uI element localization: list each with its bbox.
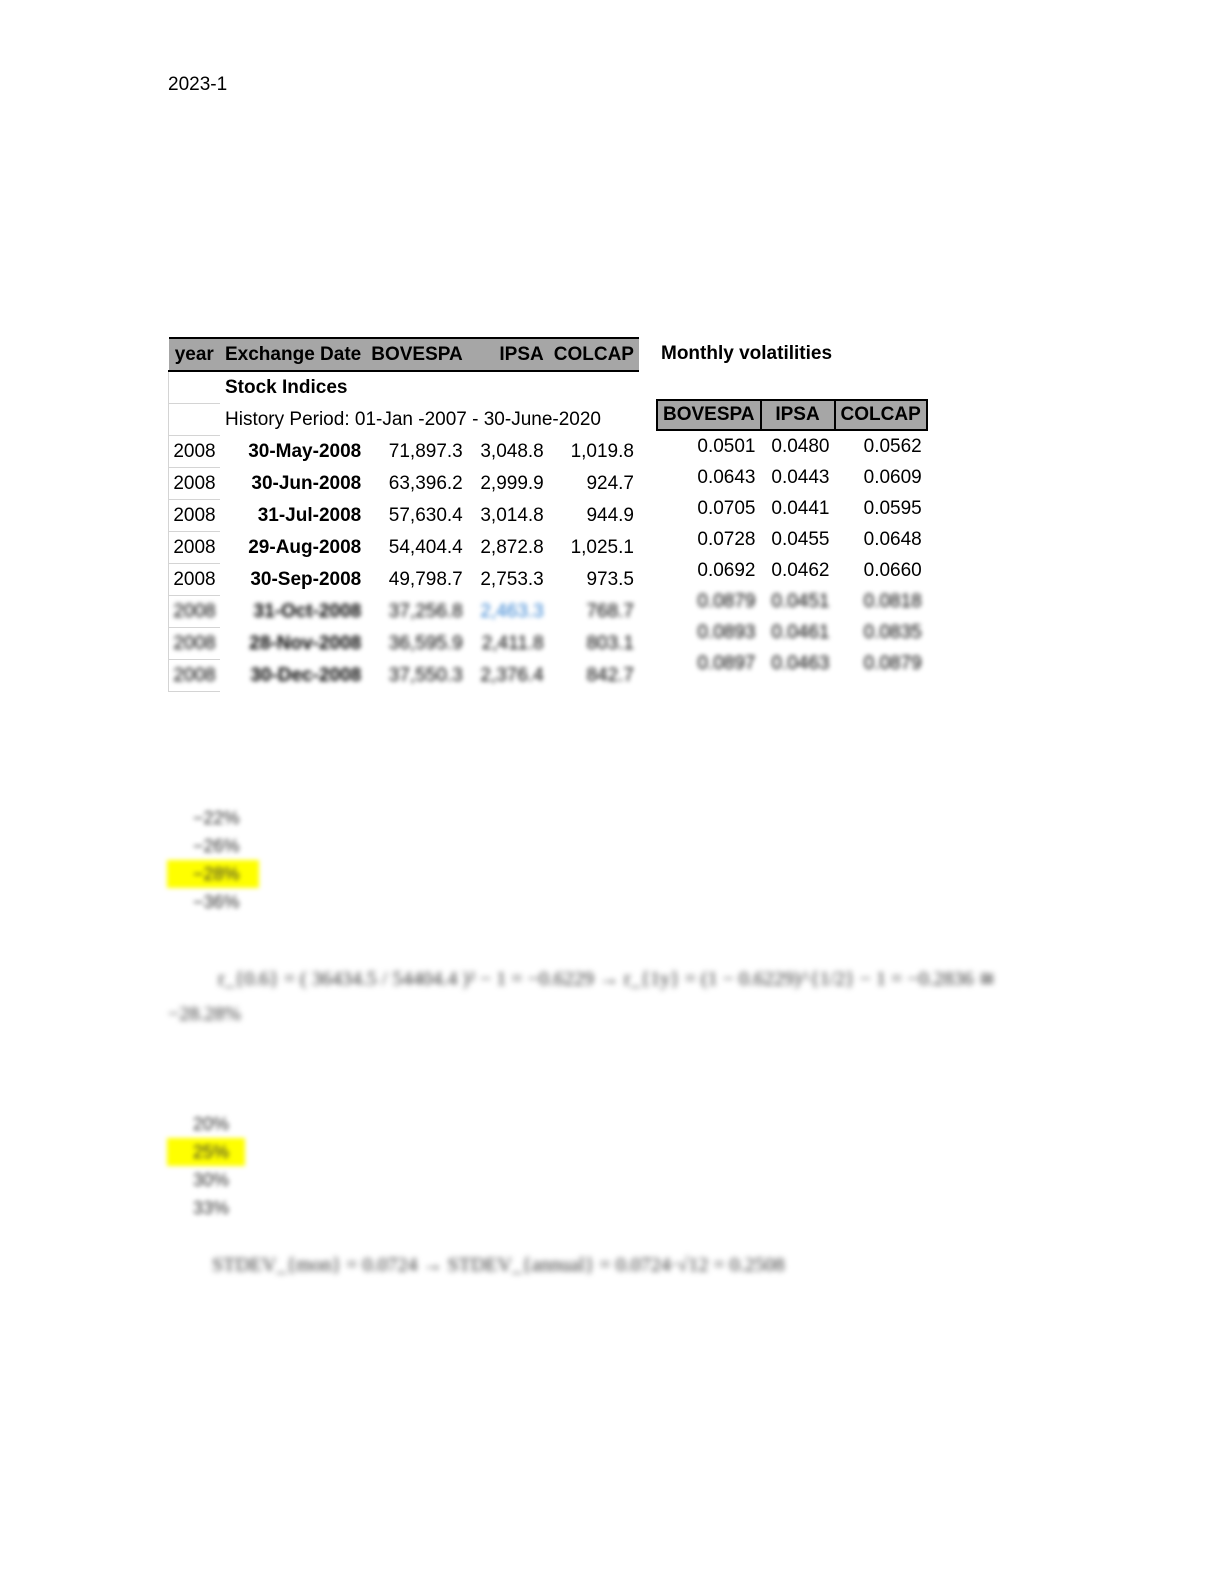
vol-colcap-cell: 0.0609 [863, 466, 922, 488]
colcap-cell: 1,025.1 [570, 536, 634, 558]
year-cell: 2008 [169, 660, 221, 692]
ipsa-cell: 2,376.4 [480, 664, 544, 686]
vol-ipsa-cell: 0.0455 [771, 528, 830, 550]
header-year: year [169, 338, 221, 371]
vol-header-bovespa: BOVESPA [657, 400, 761, 430]
vol-bovespa-cell: 0.0893 [697, 621, 756, 643]
header-exchange-date: Exchange Date [220, 338, 366, 371]
blurred-table-row [169, 660, 639, 692]
monthly-volatilities-title: Monthly volatilities [661, 343, 833, 364]
year-cell: 2008 [169, 564, 221, 596]
colcap-cell: 1,019.8 [570, 440, 634, 462]
bovespa-cell: 71,897.3 [388, 440, 463, 462]
date-cell: 29-Aug-2008 [248, 536, 362, 558]
vol-colcap-cell: 0.0595 [863, 497, 922, 519]
period-row [169, 404, 639, 436]
table-row [657, 493, 927, 524]
table-row [657, 555, 927, 586]
empty-year-cell [169, 404, 221, 436]
blurred-table-row [657, 586, 927, 617]
answer-option: 30% [193, 1170, 230, 1190]
vol-colcap-cell: 0.0818 [863, 590, 922, 612]
header-colcap: COLCAP [549, 338, 639, 371]
table-row [169, 532, 639, 564]
colcap-cell: 842.7 [586, 664, 634, 686]
stock-indices-table [168, 337, 639, 692]
history-period: History Period: 01-Jan -2007 - 30-June-2020 [225, 408, 601, 430]
colcap-cell: 944.9 [586, 504, 634, 526]
vol-colcap-cell: 0.0835 [863, 621, 922, 643]
answer-option: −36% [193, 892, 240, 912]
vol-ipsa-cell: 0.0463 [771, 652, 830, 674]
date-cell: 28-Nov-2008 [249, 632, 362, 654]
ipsa-cell: 3,048.8 [480, 440, 544, 462]
table-row [657, 524, 927, 555]
vol-ipsa-cell: 0.0480 [771, 435, 830, 457]
answer-option: 20% [193, 1114, 230, 1134]
blurred-table-row [657, 648, 927, 679]
header-ipsa: IPSA [468, 338, 549, 371]
date-cell: 30-Sep-2008 [250, 568, 362, 590]
vol-ipsa-cell: 0.0462 [771, 559, 830, 581]
vol-colcap-cell: 0.0660 [863, 559, 922, 581]
monthly-volatilities-table [656, 399, 928, 679]
stock-indices-header-row [169, 338, 639, 371]
vol-ipsa-cell: 0.0461 [771, 621, 830, 643]
vol-ipsa-cell: 0.0451 [771, 590, 830, 612]
table-row [169, 436, 639, 468]
table-row [169, 500, 639, 532]
vol-bovespa-cell: 0.0897 [697, 652, 756, 674]
colcap-cell: 768.7 [586, 600, 634, 622]
bovespa-cell: 63,396.2 [388, 472, 463, 494]
answer-option-highlighted: −28% [167, 860, 259, 888]
vol-bovespa-cell: 0.0879 [697, 590, 756, 612]
title-row [169, 371, 639, 404]
vol-header-ipsa: IPSA [761, 400, 835, 430]
bovespa-cell: 54,404.4 [388, 536, 463, 558]
year-cell: 2008 [169, 436, 221, 468]
question-1-formula: r_{0.6} = ( 36434.5 / 54404.4 )² − 1 = −0.6229 → r_{1y} = (1 − 0.6229)^{1/2} − 1 = −0.2836 ≅ [218, 968, 996, 990]
volatilities-header-row [657, 400, 927, 430]
empty-year-cell [169, 371, 221, 404]
answer-option: −26% [193, 836, 240, 856]
ipsa-cell: 2,999.9 [480, 472, 544, 494]
vol-bovespa-cell: 0.0643 [697, 466, 756, 488]
colcap-cell: 973.5 [586, 568, 634, 590]
blurred-table-row [169, 628, 639, 660]
question-2-options [167, 1110, 259, 1222]
blurred-table-row [657, 617, 927, 648]
header-bovespa: BOVESPA [366, 338, 468, 371]
year-cell: 2008 [169, 628, 221, 660]
year-cell: 2008 [169, 596, 221, 628]
bovespa-cell: 37,550.3 [388, 664, 463, 686]
bovespa-cell: 37,256.8 [388, 600, 463, 622]
year-cell: 2008 [169, 500, 221, 532]
table-row [169, 468, 639, 500]
vol-bovespa-cell: 0.0728 [697, 528, 756, 550]
vol-bovespa-cell: 0.0705 [697, 497, 756, 519]
table-row [169, 564, 639, 596]
ipsa-cell: 2,872.8 [480, 536, 544, 558]
date-cell: 30-Dec-2008 [250, 664, 362, 686]
answer-option: −22% [193, 808, 240, 828]
date-cell: 31-Oct-2008 [253, 600, 362, 622]
date-cell: 30-Jun-2008 [251, 472, 362, 494]
vol-ipsa-cell: 0.0441 [771, 497, 830, 519]
ipsa-cell: 2,463.3 [480, 600, 544, 622]
vol-bovespa-cell: 0.0692 [697, 559, 756, 581]
ipsa-cell: 2,753.3 [480, 568, 544, 590]
bovespa-cell: 57,630.4 [388, 504, 463, 526]
bovespa-cell: 36,595.9 [388, 632, 463, 654]
vol-colcap-cell: 0.0562 [863, 435, 922, 457]
answer-option-highlighted: 25% [167, 1138, 245, 1166]
question-2-formula: STDEV_{mon} = 0.0724 → STDEV_{annual} = 0.0724·√12 = 0.2508 [212, 1254, 785, 1276]
colcap-cell: 924.7 [586, 472, 634, 494]
question-1-result: −28.28% [168, 1003, 241, 1025]
vol-bovespa-cell: 0.0501 [697, 435, 756, 457]
blurred-table-row [169, 596, 639, 628]
page-identifier: 2023-1 [168, 74, 228, 95]
year-cell: 2008 [169, 532, 221, 564]
vol-ipsa-cell: 0.0443 [771, 466, 830, 488]
question-1-options [167, 804, 259, 916]
vol-colcap-cell: 0.0879 [863, 652, 922, 674]
date-cell: 30-May-2008 [248, 440, 362, 462]
ipsa-cell: 2,411.8 [481, 632, 544, 654]
ipsa-cell: 3,014.8 [480, 504, 544, 526]
year-cell: 2008 [169, 468, 221, 500]
colcap-cell: 803.1 [586, 632, 634, 654]
stock-indices-title: Stock Indices [225, 376, 348, 398]
table-row [657, 462, 927, 493]
vol-colcap-cell: 0.0648 [863, 528, 922, 550]
bovespa-cell: 49,798.7 [388, 568, 463, 590]
date-cell: 31-Jul-2008 [257, 504, 362, 526]
vol-header-colcap: COLCAP [835, 400, 927, 430]
answer-option: 33% [193, 1198, 230, 1218]
table-row [657, 430, 927, 462]
